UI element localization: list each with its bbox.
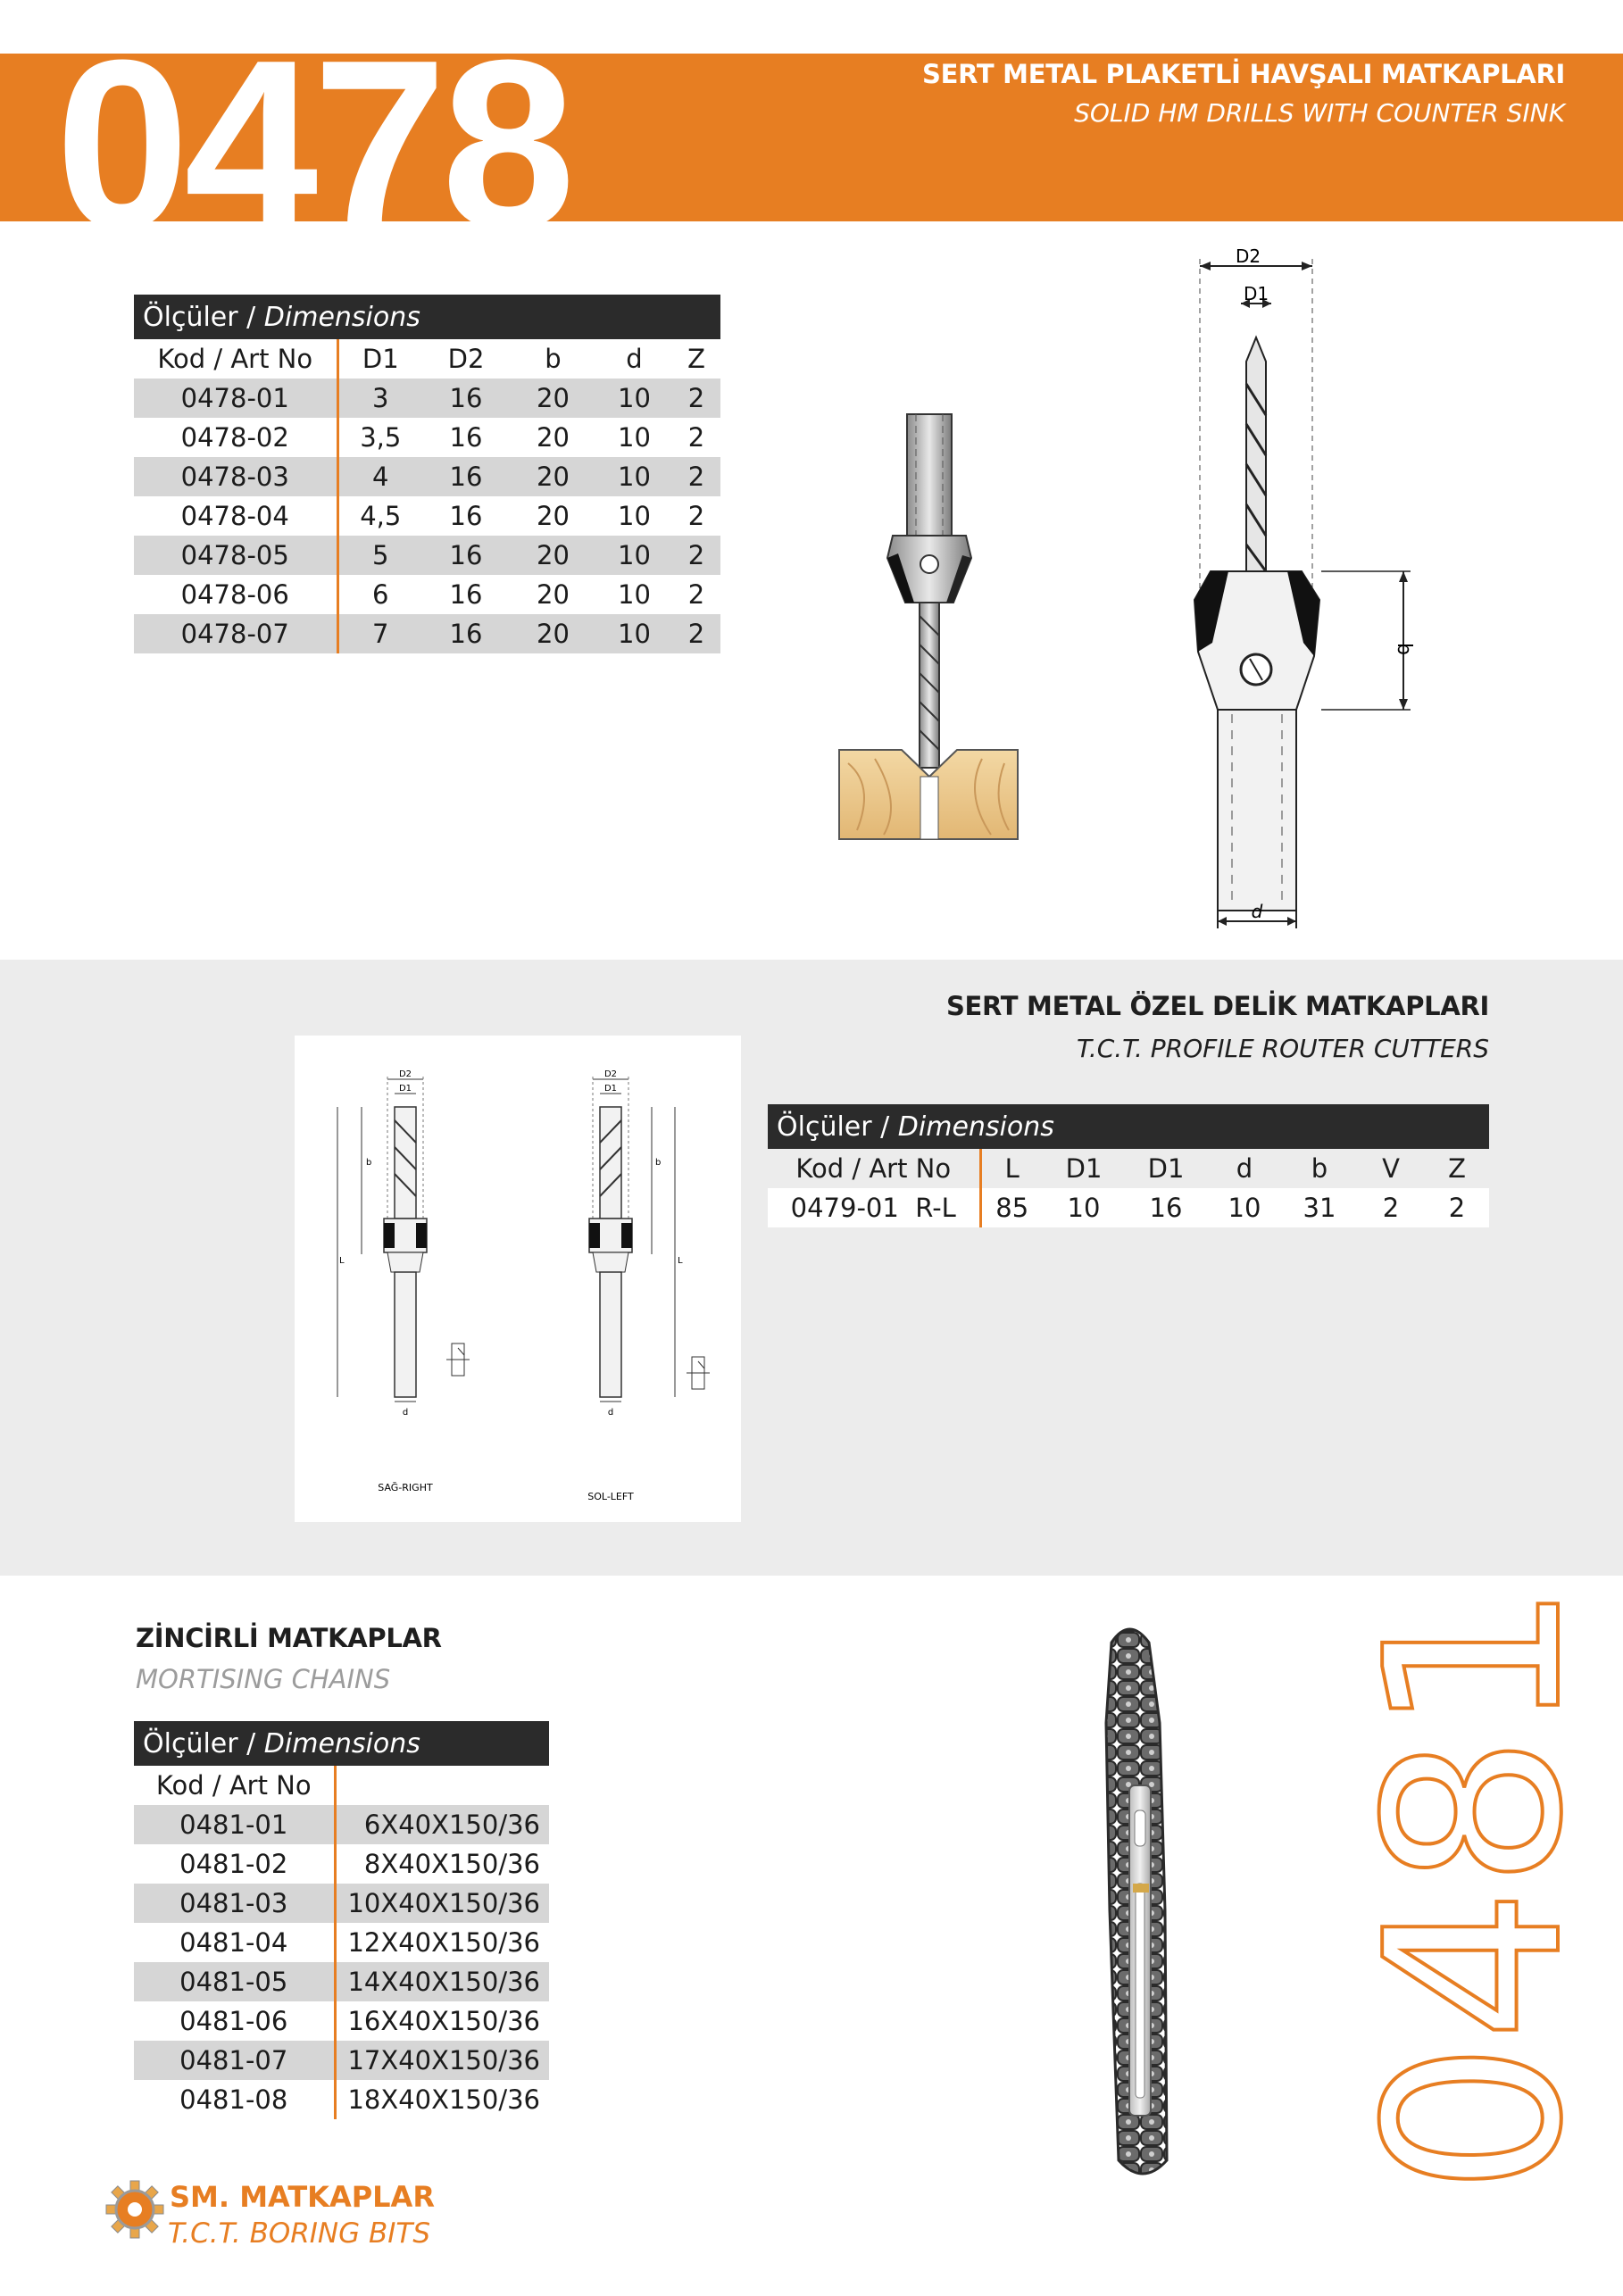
table-title: Ölçüler / Dimensions (768, 1104, 1489, 1149)
section-number-0481-text: 0481 (1334, 1581, 1615, 2195)
dim-label-l: L (339, 1256, 345, 1266)
dim-label-d1: D1 (398, 1084, 412, 1094)
dimensions-table-0479 (768, 1104, 1489, 1227)
column-header: D1 (1147, 1153, 1185, 1184)
cell: 10 (1043, 1188, 1125, 1227)
cell-code: 0478-03 (134, 457, 337, 496)
table-row (134, 1844, 549, 1884)
table-row (134, 1884, 549, 1923)
cell: 31 (1282, 1188, 1357, 1227)
cell: 4 (337, 457, 422, 496)
cell: 2 (1425, 1188, 1489, 1227)
brand-name: SM. MATKAPLAR (170, 2180, 435, 2214)
table-row (768, 1188, 1489, 1227)
cell: 10 (596, 614, 672, 653)
cell-code: 0481-06 (134, 2001, 335, 2041)
cell: 16 (422, 536, 510, 575)
column-header: b (1311, 1153, 1328, 1184)
dim-label-d: d (1251, 901, 1263, 922)
column-header: V (1382, 1153, 1400, 1184)
title-tr-0479: SERT METAL ÖZEL DELİK MATKAPLARI (945, 991, 1489, 1021)
dimensions-table-0478 (134, 295, 720, 653)
table-row (134, 1962, 549, 2001)
section-title-0481 (136, 1623, 442, 1694)
cell: 2 (672, 536, 720, 575)
cell: 2 (687, 422, 705, 453)
dim-label-d2: D2 (398, 1069, 412, 1079)
dim-label-d1: D1 (603, 1084, 618, 1094)
table-row (134, 2001, 549, 2041)
cell: 10 (596, 379, 672, 418)
cell: 20 (537, 501, 570, 531)
cell: 10 (1207, 1188, 1282, 1227)
cell: 16X40X150/36 (347, 2006, 540, 2036)
column-header: Kod / Art No (134, 1766, 335, 1805)
table-row (134, 379, 720, 418)
dimensions-table-0481 (134, 1721, 549, 2119)
table-row (134, 536, 720, 575)
title-en-0478: SOLID HM DRILLS WITH COUNTER SINK (1074, 98, 1565, 128)
table-row (134, 457, 720, 496)
cell: 16 (449, 422, 483, 453)
router-cutter-left-drawing (518, 1036, 741, 1522)
cell: 20 (537, 422, 570, 453)
cell: 6 (372, 579, 389, 610)
cell: 5 (337, 536, 422, 575)
table-row (134, 1923, 549, 1962)
cell: 85 (980, 1188, 1043, 1227)
drawing-label-right: SAĞ-RIGHT (378, 1482, 433, 1493)
table-row (134, 2080, 549, 2119)
table-row (134, 496, 720, 536)
cell: 10X40X150/36 (335, 1884, 549, 1923)
column-header: Z (687, 344, 705, 374)
cell: 16 (1125, 1188, 1207, 1227)
column-header (335, 1766, 549, 1805)
dim-label-b: b (655, 1158, 662, 1168)
cell-code: 0478-01 (134, 379, 337, 418)
table-row (134, 575, 720, 614)
cell-code: 0481-02 (134, 1844, 335, 1884)
cell: 8X40X150/36 (363, 1849, 540, 1879)
section-number-0481 (1334, 1581, 1615, 2195)
column-header: Z (1448, 1153, 1466, 1184)
cell-code: 0481-08 (134, 2080, 335, 2119)
cell-code: 0481-01 (134, 1805, 335, 1844)
section-title-0478 (922, 59, 1565, 128)
cell: 10 (618, 422, 651, 453)
cell: 2 (672, 614, 720, 653)
cell: 16 (449, 579, 483, 610)
column-header: Kod / Art No (768, 1149, 980, 1188)
table-header-row (768, 1149, 1489, 1188)
dim-label-b: b (1393, 643, 1415, 655)
cell: 4,5 (360, 501, 402, 531)
cell: 3,5 (360, 422, 402, 453)
cell: 10 (596, 536, 672, 575)
title-en-0479: T.C.T. PROFILE ROUTER CUTTERS (1077, 1034, 1489, 1063)
cell: 2 (687, 579, 705, 610)
cell: 2 (1357, 1188, 1425, 1227)
brand-tagline: T.C.T. BORING BITS (168, 2217, 431, 2250)
dim-label-d: d (402, 1408, 409, 1418)
title-tr-0481: ZİNCİRLİ MATKAPLAR (136, 1623, 442, 1653)
cell: 20 (510, 536, 596, 575)
column-header: b (545, 344, 562, 374)
section-title-0479 (946, 991, 1489, 1063)
cell: 17X40X150/36 (335, 2041, 549, 2080)
cell: 10 (618, 579, 651, 610)
cell: 10 (596, 457, 672, 496)
table-row (134, 614, 720, 653)
dim-label-d1: D1 (1243, 283, 1269, 304)
title-en-0481: MORTISING CHAINS (136, 1664, 391, 1694)
mortising-chain-illustration (1094, 1616, 1192, 2187)
column-header: D1 (1065, 1153, 1103, 1184)
cell: 10 (618, 501, 651, 531)
countersink-drill-technical-drawing (1169, 245, 1437, 928)
dim-label-b: b (366, 1158, 372, 1168)
cell: 16 (422, 379, 510, 418)
column-header: L (1004, 1153, 1020, 1184)
title-tr-0478: SERT METAL PLAKETLİ HAVŞALI MATKAPLARI (922, 59, 1565, 89)
cell: 2 (672, 457, 720, 496)
cell: 6X40X150/36 (335, 1805, 549, 1844)
cell: 16 (449, 501, 483, 531)
cell: 20 (510, 614, 596, 653)
column-header: D2 (447, 344, 485, 374)
section-number-0479 (27, 964, 241, 1571)
section-number-0478: 0478 (55, 11, 570, 279)
column-header: d (626, 344, 643, 374)
cell-code: 0481-04 (134, 1923, 335, 1962)
cell: 20 (537, 579, 570, 610)
cell-code: 0481-03 (134, 1884, 335, 1923)
cell-code: 0479-01 R-L (768, 1188, 980, 1227)
drawing-label-left: SOL-LEFT (587, 1491, 634, 1502)
cell-code: 0478-02 (134, 418, 337, 457)
cell-code: 0478-06 (134, 575, 337, 614)
gear-logo-icon (104, 2178, 166, 2241)
cell: 2 (687, 501, 705, 531)
cell: 3 (337, 379, 422, 418)
column-header: D1 (362, 344, 399, 374)
table-title: Ölçüler / Dimensions (134, 295, 720, 339)
cell: 2 (672, 379, 720, 418)
router-cutter-right-drawing (295, 1036, 527, 1522)
column-header: Kod / Art No (134, 339, 337, 379)
table-header-row (134, 339, 720, 379)
table-row (134, 418, 720, 457)
dim-label-l: L (678, 1256, 683, 1266)
table-header-row (134, 1766, 549, 1805)
dim-label-d: d (607, 1408, 614, 1418)
cell: 16 (422, 457, 510, 496)
cell-code: 0481-05 (134, 1962, 335, 2001)
cell: 18X40X150/36 (347, 2084, 540, 2115)
table-title: Ölçüler / Dimensions (134, 1721, 549, 1766)
dim-label-d2: D2 (603, 1069, 618, 1079)
cell-code: 0481-07 (134, 2041, 335, 2080)
cell: 12X40X150/36 (347, 1927, 540, 1958)
dim-label-d2: D2 (1235, 245, 1261, 267)
drill-in-wood-illustration (839, 402, 1053, 848)
cell: 20 (510, 457, 596, 496)
cell-code: 0478-07 (134, 614, 337, 653)
table-row (134, 2041, 549, 2080)
cell: 20 (510, 379, 596, 418)
cell: 14X40X150/36 (335, 1962, 549, 2001)
cell-code: 0478-04 (134, 496, 337, 536)
cell-code: 0478-05 (134, 536, 337, 575)
table-row (134, 1805, 549, 1844)
column-header: d (1236, 1153, 1253, 1184)
cell: 16 (422, 614, 510, 653)
cell: 7 (337, 614, 422, 653)
